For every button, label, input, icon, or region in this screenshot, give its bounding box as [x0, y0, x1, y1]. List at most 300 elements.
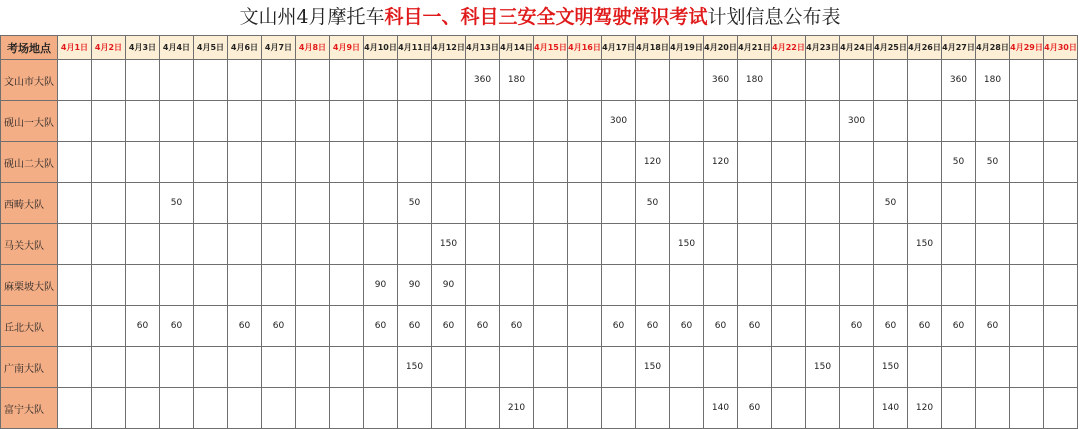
- schedule-cell: [908, 142, 942, 183]
- table-row: [1, 306, 1078, 347]
- date-header: 4月8日: [296, 36, 330, 60]
- schedule-cell: 360: [466, 60, 500, 101]
- schedule-cell: [160, 265, 194, 306]
- schedule-cell: [194, 224, 228, 265]
- schedule-cell: [296, 306, 330, 347]
- schedule-cell: [704, 183, 738, 224]
- date-header: 4月17日: [602, 36, 636, 60]
- schedule-cell: [806, 101, 840, 142]
- schedule-cell: [364, 224, 398, 265]
- schedule-cell: [330, 142, 364, 183]
- schedule-cell: [500, 101, 534, 142]
- schedule-cell: [262, 265, 296, 306]
- schedule-cell: 140: [874, 388, 908, 429]
- schedule-cell: [772, 306, 806, 347]
- location-cell: 丘北大队: [1, 306, 58, 347]
- schedule-cell: 150: [874, 347, 908, 388]
- schedule-cell: [772, 347, 806, 388]
- date-header: 4月24日: [840, 36, 874, 60]
- schedule-cell: [330, 347, 364, 388]
- schedule-cell: 180: [976, 60, 1010, 101]
- location-cell: 广南大队: [1, 347, 58, 388]
- date-header: 4月7日: [262, 36, 296, 60]
- schedule-cell: [160, 224, 194, 265]
- schedule-cell: [296, 142, 330, 183]
- schedule-cell: 120: [908, 388, 942, 429]
- title-suffix: 计划信息公布表: [707, 6, 841, 28]
- schedule-cell: 60: [908, 306, 942, 347]
- schedule-cell: [92, 306, 126, 347]
- schedule-cell: [466, 388, 500, 429]
- table-row: [1, 347, 1078, 388]
- schedule-cell: [772, 101, 806, 142]
- schedule-cell: [466, 183, 500, 224]
- schedule-cell: [806, 142, 840, 183]
- schedule-cell: [942, 183, 976, 224]
- schedule-cell: [126, 347, 160, 388]
- schedule-cell: [262, 224, 296, 265]
- schedule-cell: [602, 142, 636, 183]
- schedule-cell: [636, 60, 670, 101]
- table-row: [1, 388, 1078, 429]
- schedule-cell: [500, 265, 534, 306]
- schedule-cell: [364, 183, 398, 224]
- schedule-cell: 360: [704, 60, 738, 101]
- schedule-cell: [874, 142, 908, 183]
- schedule-cell: [466, 101, 500, 142]
- schedule-cell: [228, 142, 262, 183]
- date-header: 4月4日: [160, 36, 194, 60]
- schedule-cell: [466, 347, 500, 388]
- schedule-cell: [874, 101, 908, 142]
- schedule-cell: [398, 224, 432, 265]
- date-header: 4月13日: [466, 36, 500, 60]
- schedule-cell: [602, 388, 636, 429]
- schedule-cell: 60: [738, 388, 772, 429]
- schedule-cell: [534, 101, 568, 142]
- schedule-cell: [602, 265, 636, 306]
- schedule-cell: [806, 265, 840, 306]
- schedule-cell: [58, 142, 92, 183]
- schedule-cell: [738, 101, 772, 142]
- schedule-cell: [262, 142, 296, 183]
- table-row: [1, 101, 1078, 142]
- schedule-cell: [92, 388, 126, 429]
- schedule-cell: [296, 265, 330, 306]
- schedule-cell: [432, 142, 466, 183]
- schedule-cell: [466, 224, 500, 265]
- schedule-cell: [568, 265, 602, 306]
- schedule-cell: [126, 224, 160, 265]
- schedule-cell: [772, 265, 806, 306]
- schedule-cell: [262, 60, 296, 101]
- schedule-cell: [92, 101, 126, 142]
- schedule-cell: 60: [228, 306, 262, 347]
- schedule-cell: [194, 265, 228, 306]
- table-row: [1, 224, 1078, 265]
- schedule-cell: [806, 60, 840, 101]
- schedule-cell: [976, 224, 1010, 265]
- schedule-cell: 60: [500, 306, 534, 347]
- schedule-cell: 60: [126, 306, 160, 347]
- schedule-cell: [772, 183, 806, 224]
- schedule-cell: [1044, 224, 1078, 265]
- schedule-cell: [194, 347, 228, 388]
- schedule-cell: [126, 60, 160, 101]
- schedule-cell: 60: [398, 306, 432, 347]
- schedule-cell: 150: [636, 347, 670, 388]
- schedule-cell: [398, 142, 432, 183]
- schedule-cell: [432, 388, 466, 429]
- schedule-cell: [1044, 347, 1078, 388]
- table-body: [1, 60, 1078, 429]
- schedule-cell: [126, 101, 160, 142]
- schedule-cell: 60: [432, 306, 466, 347]
- schedule-cell: [58, 347, 92, 388]
- schedule-cell: [1010, 224, 1044, 265]
- schedule-cell: [296, 60, 330, 101]
- schedule-cell: [92, 183, 126, 224]
- schedule-cell: [976, 388, 1010, 429]
- schedule-cell: [92, 142, 126, 183]
- date-header: 4月9日: [330, 36, 364, 60]
- schedule-cell: [1010, 388, 1044, 429]
- schedule-cell: 150: [398, 347, 432, 388]
- schedule-cell: [126, 183, 160, 224]
- schedule-cell: [228, 265, 262, 306]
- schedule-cell: [704, 265, 738, 306]
- schedule-cell: [670, 101, 704, 142]
- date-header: 4月15日: [534, 36, 568, 60]
- schedule-cell: [160, 142, 194, 183]
- schedule-cell: [160, 347, 194, 388]
- schedule-cell: [1044, 388, 1078, 429]
- schedule-cell: [534, 347, 568, 388]
- schedule-cell: [228, 388, 262, 429]
- schedule-cell: [772, 388, 806, 429]
- schedule-cell: [194, 306, 228, 347]
- schedule-cell: [432, 60, 466, 101]
- schedule-cell: [534, 183, 568, 224]
- schedule-cell: [1044, 101, 1078, 142]
- date-header: 4月3日: [126, 36, 160, 60]
- schedule-cell: [58, 388, 92, 429]
- schedule-cell: [1010, 60, 1044, 101]
- schedule-cell: [840, 142, 874, 183]
- schedule-cell: [92, 60, 126, 101]
- schedule-cell: [602, 224, 636, 265]
- schedule-cell: [1044, 306, 1078, 347]
- schedule-cell: 60: [840, 306, 874, 347]
- schedule-cell: [262, 183, 296, 224]
- schedule-cell: 120: [704, 142, 738, 183]
- schedule-cell: [976, 265, 1010, 306]
- schedule-cell: [976, 347, 1010, 388]
- schedule-cell: 50: [398, 183, 432, 224]
- schedule-cell: [976, 101, 1010, 142]
- schedule-cell: [228, 60, 262, 101]
- schedule-cell: [126, 388, 160, 429]
- schedule-cell: [670, 347, 704, 388]
- schedule-cell: 210: [500, 388, 534, 429]
- schedule-cell: [262, 388, 296, 429]
- schedule-cell: [840, 265, 874, 306]
- schedule-cell: [92, 224, 126, 265]
- schedule-cell: [228, 183, 262, 224]
- schedule-cell: [670, 265, 704, 306]
- schedule-cell: 60: [636, 306, 670, 347]
- date-header: 4月10日: [364, 36, 398, 60]
- schedule-cell: [126, 142, 160, 183]
- date-header: 4月16日: [568, 36, 602, 60]
- schedule-cell: [568, 142, 602, 183]
- date-header: 4月18日: [636, 36, 670, 60]
- schedule-cell: [874, 224, 908, 265]
- date-header: 4月14日: [500, 36, 534, 60]
- schedule-cell: [670, 142, 704, 183]
- schedule-cell: [942, 101, 976, 142]
- schedule-cell: [568, 388, 602, 429]
- schedule-cell: 50: [942, 142, 976, 183]
- schedule-cell: [636, 265, 670, 306]
- schedule-cell: [772, 142, 806, 183]
- schedule-cell: [194, 101, 228, 142]
- schedule-cell: 180: [738, 60, 772, 101]
- schedule-cell: [432, 183, 466, 224]
- schedule-cell: [840, 183, 874, 224]
- schedule-cell: [228, 347, 262, 388]
- schedule-cell: 60: [602, 306, 636, 347]
- schedule-cell: [976, 183, 1010, 224]
- schedule-cell: [58, 224, 92, 265]
- date-header: 4月20日: [704, 36, 738, 60]
- schedule-cell: [568, 183, 602, 224]
- schedule-cell: [126, 265, 160, 306]
- date-header: 4月26日: [908, 36, 942, 60]
- schedule-cell: 300: [602, 101, 636, 142]
- schedule-cell: [296, 183, 330, 224]
- schedule-cell: [330, 224, 364, 265]
- table-row: [1, 265, 1078, 306]
- schedule-cell: [942, 265, 976, 306]
- schedule-cell: 60: [942, 306, 976, 347]
- schedule-cell: [330, 265, 364, 306]
- date-header: 4月6日: [228, 36, 262, 60]
- date-header: 4月5日: [194, 36, 228, 60]
- schedule-cell: [704, 224, 738, 265]
- schedule-cell: [738, 347, 772, 388]
- header-row: [1, 36, 1078, 60]
- schedule-cell: [942, 347, 976, 388]
- schedule-cell: 50: [874, 183, 908, 224]
- schedule-cell: [908, 347, 942, 388]
- schedule-cell: [840, 388, 874, 429]
- schedule-cell: [568, 60, 602, 101]
- location-cell: 文山市大队: [1, 60, 58, 101]
- schedule-cell: [840, 60, 874, 101]
- schedule-cell: [670, 60, 704, 101]
- schedule-cell: [92, 265, 126, 306]
- schedule-cell: [806, 183, 840, 224]
- schedule-cell: [500, 224, 534, 265]
- schedule-cell: [330, 306, 364, 347]
- title-highlight: 科目一、科目三安全文明驾驶常识考试: [384, 6, 708, 28]
- schedule-cell: 90: [364, 265, 398, 306]
- date-header: 4月30日: [1044, 36, 1078, 60]
- schedule-cell: [1010, 142, 1044, 183]
- schedule-cell: 50: [976, 142, 1010, 183]
- schedule-cell: [908, 265, 942, 306]
- schedule-cell: [364, 388, 398, 429]
- schedule-cell: [1010, 101, 1044, 142]
- schedule-cell: [160, 388, 194, 429]
- date-header: 4月1日: [58, 36, 92, 60]
- schedule-cell: [534, 306, 568, 347]
- schedule-cell: [466, 142, 500, 183]
- schedule-cell: [908, 101, 942, 142]
- location-cell: 砚山二大队: [1, 142, 58, 183]
- schedule-cell: [500, 142, 534, 183]
- schedule-cell: [568, 306, 602, 347]
- schedule-cell: [738, 142, 772, 183]
- schedule-cell: [1044, 265, 1078, 306]
- schedule-cell: 50: [160, 183, 194, 224]
- date-header: 4月22日: [772, 36, 806, 60]
- schedule-cell: [194, 60, 228, 101]
- schedule-cell: 60: [364, 306, 398, 347]
- schedule-cell: [296, 388, 330, 429]
- schedule-cell: 60: [874, 306, 908, 347]
- schedule-cell: [330, 60, 364, 101]
- schedule-cell: 60: [738, 306, 772, 347]
- schedule-cell: [942, 224, 976, 265]
- schedule-cell: [738, 183, 772, 224]
- schedule-table: [0, 35, 1078, 429]
- schedule-cell: [534, 388, 568, 429]
- schedule-cell: 60: [160, 306, 194, 347]
- schedule-cell: [58, 306, 92, 347]
- schedule-cell: [92, 347, 126, 388]
- schedule-cell: [636, 101, 670, 142]
- schedule-cell: [806, 388, 840, 429]
- schedule-cell: [568, 224, 602, 265]
- date-header: 4月29日: [1010, 36, 1044, 60]
- date-header: 4月21日: [738, 36, 772, 60]
- schedule-cell: [228, 224, 262, 265]
- schedule-cell: [296, 101, 330, 142]
- schedule-cell: [58, 101, 92, 142]
- schedule-cell: [772, 224, 806, 265]
- schedule-cell: [466, 265, 500, 306]
- schedule-cell: [330, 101, 364, 142]
- schedule-cell: [194, 142, 228, 183]
- schedule-cell: 120: [636, 142, 670, 183]
- schedule-cell: 150: [806, 347, 840, 388]
- table-row: [1, 142, 1078, 183]
- schedule-cell: [670, 183, 704, 224]
- schedule-cell: [330, 388, 364, 429]
- schedule-cell: [602, 347, 636, 388]
- schedule-cell: [364, 60, 398, 101]
- schedule-cell: [908, 60, 942, 101]
- schedule-cell: [670, 388, 704, 429]
- schedule-cell: [636, 388, 670, 429]
- schedule-cell: [738, 224, 772, 265]
- date-header: 4月12日: [432, 36, 466, 60]
- table-row: [1, 183, 1078, 224]
- schedule-cell: [262, 101, 296, 142]
- schedule-cell: [364, 101, 398, 142]
- schedule-cell: [1010, 347, 1044, 388]
- schedule-cell: [296, 347, 330, 388]
- schedule-cell: 60: [976, 306, 1010, 347]
- schedule-cell: [364, 142, 398, 183]
- location-cell: 西畴大队: [1, 183, 58, 224]
- schedule-cell: [602, 60, 636, 101]
- location-cell: 富宁大队: [1, 388, 58, 429]
- location-cell: 麻栗坡大队: [1, 265, 58, 306]
- schedule-cell: [568, 101, 602, 142]
- schedule-cell: [194, 388, 228, 429]
- schedule-cell: 150: [432, 224, 466, 265]
- schedule-cell: [1044, 60, 1078, 101]
- schedule-cell: [500, 347, 534, 388]
- schedule-cell: 150: [908, 224, 942, 265]
- schedule-cell: [534, 142, 568, 183]
- schedule-cell: [296, 224, 330, 265]
- schedule-cell: [636, 224, 670, 265]
- schedule-cell: [330, 183, 364, 224]
- schedule-cell: [738, 265, 772, 306]
- title-prefix: 文山州4月摩托车: [239, 6, 385, 28]
- schedule-cell: [228, 101, 262, 142]
- schedule-cell: 60: [670, 306, 704, 347]
- schedule-cell: 60: [704, 306, 738, 347]
- schedule-cell: [908, 183, 942, 224]
- date-header: 4月11日: [398, 36, 432, 60]
- schedule-cell: 360: [942, 60, 976, 101]
- schedule-cell: [1010, 183, 1044, 224]
- date-header: 4月28日: [976, 36, 1010, 60]
- schedule-cell: [364, 347, 398, 388]
- schedule-cell: [1044, 183, 1078, 224]
- location-header: 考场地点: [1, 36, 58, 60]
- schedule-cell: [1010, 265, 1044, 306]
- schedule-cell: [194, 183, 228, 224]
- schedule-cell: 140: [704, 388, 738, 429]
- schedule-cell: 50: [636, 183, 670, 224]
- page-title: [0, 0, 1080, 34]
- schedule-cell: [500, 183, 534, 224]
- schedule-cell: [160, 60, 194, 101]
- schedule-cell: 300: [840, 101, 874, 142]
- schedule-cell: [568, 347, 602, 388]
- schedule-cell: [432, 101, 466, 142]
- date-header: 4月27日: [942, 36, 976, 60]
- schedule-cell: 90: [432, 265, 466, 306]
- schedule-cell: [398, 60, 432, 101]
- schedule-cell: [398, 388, 432, 429]
- schedule-cell: [160, 101, 194, 142]
- location-cell: 砚山一大队: [1, 101, 58, 142]
- schedule-cell: [398, 101, 432, 142]
- schedule-cell: [874, 265, 908, 306]
- schedule-cell: [942, 388, 976, 429]
- schedule-cell: [262, 347, 296, 388]
- schedule-cell: [534, 224, 568, 265]
- schedule-cell: [840, 224, 874, 265]
- schedule-cell: [704, 101, 738, 142]
